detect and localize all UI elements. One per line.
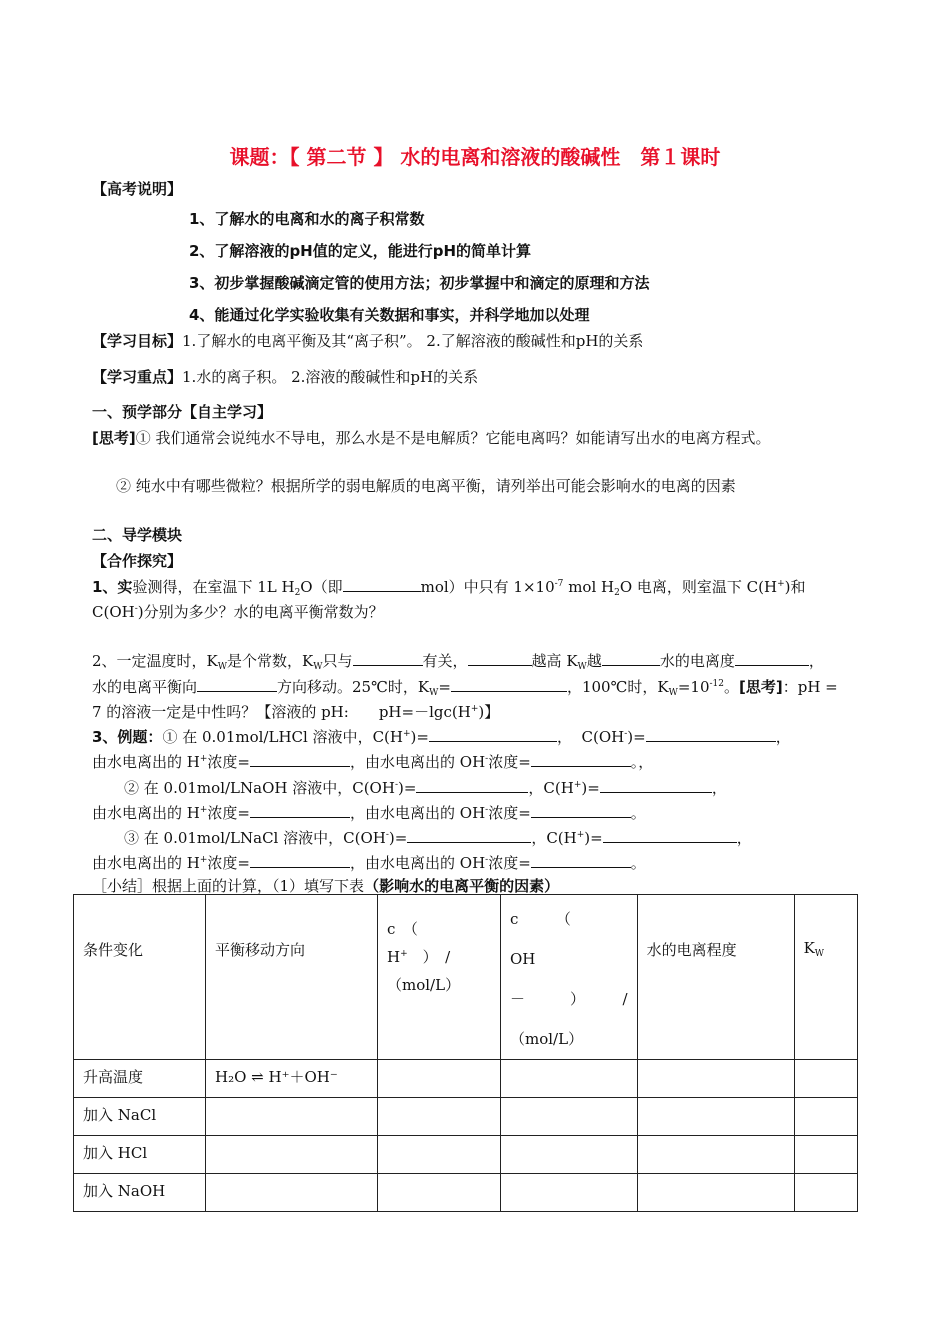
text: C(H [546, 829, 577, 847]
summary-label: ［小结］ [92, 877, 153, 895]
blank-field[interactable] [735, 651, 809, 666]
blank-field[interactable] [603, 828, 737, 843]
gaokao-item-3: 3、初步掌握酸碱滴定管的使用方法；初步掌握中和滴定的原理和方法 [189, 274, 650, 292]
text: 。 [723, 678, 739, 696]
superscript: - [385, 830, 389, 840]
think-question-2: ② 纯水中有哪些微粒？根据所学的弱电解质的电离平衡，请列举出可能会影响水的电离的因素 [116, 477, 736, 495]
blank-field[interactable] [468, 651, 532, 666]
table-cell[interactable] [378, 1174, 501, 1212]
subscript: W [577, 662, 587, 672]
text: ） / [407, 948, 451, 966]
header-c-h [378, 895, 501, 1060]
table-cell[interactable] [794, 1136, 857, 1174]
focus-text: 1.水的离子积。 2.溶液的酸碱性和pH的关系 [182, 368, 479, 386]
text: ，100℃时，K [566, 678, 669, 696]
text: mol）中只有 1×10 [420, 578, 555, 596]
learning-focus [92, 366, 478, 387]
table-cell[interactable] [637, 1174, 794, 1212]
superscript: - [485, 754, 489, 764]
table-row [74, 1098, 858, 1136]
text: 。 [630, 804, 646, 822]
table-row [74, 1174, 858, 1212]
text: C(OH [581, 728, 625, 746]
blank-field[interactable] [451, 677, 567, 692]
blank-field[interactable] [531, 752, 631, 767]
superscript: + [199, 754, 208, 764]
table-cell[interactable] [378, 1098, 501, 1136]
text: ， [349, 753, 365, 771]
text: ， [556, 728, 572, 746]
text: )分别为多少？水的电离平衡常数为？ [137, 603, 384, 621]
section2-heading: 二、导学模块 [92, 526, 183, 544]
blank-field[interactable] [353, 651, 423, 666]
row-condition: 加入 NaCl [74, 1098, 206, 1136]
header-c-oh [501, 895, 638, 1060]
exploration-1-line1 [92, 576, 805, 597]
text: c （ OH [510, 910, 616, 968]
text: 只与 [322, 652, 353, 670]
table-cell[interactable] [206, 1174, 378, 1212]
subscript: 2 [294, 588, 301, 598]
table-cell[interactable] [794, 1060, 857, 1098]
header-c-h-line1 [387, 915, 491, 971]
header-condition: 条件变化 [74, 895, 206, 1060]
text: )= [388, 829, 408, 847]
text: )和 [784, 578, 806, 596]
row-condition: 加入 NaOH [74, 1174, 206, 1212]
superscript: + [199, 855, 208, 865]
text: )= [627, 728, 646, 746]
example-2-line2 [92, 802, 646, 823]
table-cell[interactable] [206, 1098, 378, 1136]
blank-field[interactable] [197, 677, 277, 692]
text: O 电离，则室温下 C(H [619, 578, 778, 596]
blank-field[interactable] [343, 577, 421, 592]
text: 。， [630, 753, 654, 771]
text: )】 [478, 703, 500, 721]
text: ， [775, 728, 791, 746]
text: )= [397, 779, 417, 797]
text: 浓度= [488, 753, 531, 771]
text: 浓度= [207, 753, 250, 771]
subscript: 2 [614, 588, 620, 598]
table-cell[interactable] [637, 1060, 794, 1098]
superscript: + [576, 830, 585, 840]
text: 验测得，在室温下 1L H [132, 578, 295, 596]
header-direction: 平衡移动方向 [206, 895, 378, 1060]
text: 越 [586, 652, 602, 670]
text: = [438, 678, 451, 696]
table-row [74, 1060, 858, 1098]
focus-label: 【学习重点】 [92, 368, 183, 386]
table-cell[interactable] [794, 1098, 857, 1136]
blank-field[interactable] [531, 803, 631, 818]
text: ， [349, 804, 365, 822]
superscript: - [394, 780, 398, 790]
blank-field[interactable] [429, 727, 557, 742]
think-label: [思考] [92, 429, 136, 447]
learning-goals [92, 330, 643, 351]
exploration-2-line2 [92, 676, 838, 697]
superscript: -12 [709, 679, 724, 689]
text: ， [528, 779, 544, 797]
item-number: 1、实 [92, 578, 133, 596]
subscript: W [429, 688, 439, 698]
table-cell[interactable] [501, 1060, 638, 1098]
text: （mol/L） [510, 1030, 584, 1048]
example-1-line2 [92, 751, 653, 772]
superscript: + [777, 579, 785, 589]
text: 浓度= [207, 854, 250, 872]
text: 浓度= [488, 804, 531, 822]
summary-bold: （影响水的电离平衡的因素） [364, 877, 560, 895]
text: K [803, 939, 815, 957]
blank-field[interactable] [531, 853, 631, 868]
exploration-1-line2 [92, 601, 384, 622]
goals-label: 【学习目标】 [92, 332, 183, 350]
gaokao-item-1: 1、了解水的电离和水的离子积常数 [189, 210, 425, 228]
text: ① 在 0.01mol/LHCl 溶液中，C(H [162, 728, 403, 746]
header-kw [794, 895, 857, 1060]
superscript: - [134, 604, 138, 614]
text: C(H [543, 779, 574, 797]
blank-field[interactable] [416, 778, 528, 793]
superscript: + [400, 949, 408, 959]
table-cell[interactable] [637, 1136, 794, 1174]
text: 由水电离出的 H [92, 804, 200, 822]
header-degree: 水的电离程度 [637, 895, 794, 1060]
text: mol H [563, 578, 615, 596]
text: ， [711, 779, 727, 797]
text: 由水电离出的 H [92, 854, 200, 872]
superscript: - [485, 855, 489, 865]
blank-field[interactable] [250, 853, 350, 868]
text: ， [808, 652, 824, 670]
example-3-line2 [92, 852, 646, 873]
blank-field[interactable] [646, 727, 776, 742]
cooperative-heading: 【合作探究】 [92, 552, 183, 570]
page-title: 课题：【 第二节 】 水的电离和溶液的酸碱性 第１课时 [229, 145, 721, 169]
example-3-line1 [124, 827, 752, 848]
gaokao-heading: 【高考说明】 [92, 180, 183, 198]
table-row [74, 1136, 858, 1174]
table-cell[interactable] [637, 1098, 794, 1136]
table-cell[interactable] [378, 1060, 501, 1098]
text: )= [581, 779, 600, 797]
think-label: [思考] [739, 678, 783, 696]
text: c （ H [387, 920, 433, 966]
row-condition: 加入 HCl [74, 1136, 206, 1174]
table-header-row [74, 895, 858, 1060]
blank-field[interactable] [600, 778, 712, 793]
text: ， [531, 829, 547, 847]
subscript: W [668, 688, 678, 698]
gaokao-item-2: 2、了解溶液的pH值的定义，能进行pH的简单计算 [189, 242, 532, 260]
blank-field[interactable] [250, 752, 350, 767]
gaokao-item-4: 4、能通过化学实验收集有关数据和事实，并科学地加以处理 [189, 306, 590, 324]
text: 水的电离平衡向 [92, 678, 198, 696]
exploration-2-line3 [92, 701, 499, 722]
summary-line [92, 875, 559, 896]
text: ：pH = [782, 678, 838, 696]
blank-field[interactable] [250, 803, 350, 818]
text: C(OH [343, 829, 386, 847]
text: 2、一定温度时，K [92, 652, 218, 670]
example-label: 3、例题： [92, 728, 163, 746]
table-cell[interactable] [501, 1174, 638, 1212]
text: ② 在 0.01mol/LNaOH 溶液中，C(OH [124, 779, 395, 797]
text: =10 [677, 678, 710, 696]
text: 是个常数，K [227, 652, 314, 670]
text: 浓度= [488, 854, 531, 872]
row-direction: H₂O ⇌ H⁺＋OH⁻ [206, 1060, 378, 1098]
superscript: + [573, 780, 582, 790]
think-question-1 [92, 427, 771, 448]
question-1-text: ① 我们通常会说纯水不导电，那么水是不是电解质？它能电离吗？如能请写出水的电离方程式。 [135, 429, 771, 447]
example-2-line1 [124, 777, 727, 798]
table-cell[interactable] [378, 1136, 501, 1174]
row-condition: 升高温度 [74, 1060, 206, 1098]
table-cell[interactable] [501, 1136, 638, 1174]
factors-table [73, 894, 858, 1212]
section1-heading: 一、预学部分【自主学习】 [92, 403, 273, 421]
goals-text: 1.了解水的电离平衡及其“离子积”。 2.了解溶液的酸碱性和pH的关系 [182, 332, 644, 350]
superscript: -7 [554, 579, 564, 589]
text: 方向移动。25℃时，K [277, 678, 430, 696]
text: 由水电离出的 OH [365, 804, 486, 822]
text: 。 [630, 854, 646, 872]
subscript: W [814, 949, 825, 959]
superscript: + [402, 729, 411, 739]
table-cell[interactable] [794, 1174, 857, 1212]
text: ， [736, 829, 752, 847]
header-c-h-unit: （mol/L） [387, 976, 461, 994]
subscript: W [313, 662, 323, 672]
text: )= [584, 829, 603, 847]
text: 有关， [422, 652, 468, 670]
subscript: W [217, 662, 228, 672]
blank-field[interactable] [407, 828, 531, 843]
text: 由水电离出的 OH [365, 753, 486, 771]
text: ③ 在 0.01mol/LNaCl 溶液中， [124, 829, 344, 847]
summary-text: 根据上面的计算，（1）填写下表 [152, 877, 365, 895]
superscript: + [470, 704, 479, 714]
blank-field[interactable] [602, 651, 660, 666]
text: )= [410, 728, 429, 746]
text: O（即 [300, 578, 343, 596]
text: 由水电离出的 H [92, 753, 200, 771]
text: 水的电离度 [659, 652, 735, 670]
text: ， [349, 854, 365, 872]
text: － ） / [510, 990, 628, 1008]
table-cell[interactable] [206, 1136, 378, 1174]
text: 由水电离出的 OH [365, 854, 486, 872]
text: C(OH [92, 603, 135, 621]
superscript: + [199, 805, 208, 815]
text: 浓度= [207, 804, 250, 822]
example-1-line1 [92, 726, 791, 747]
superscript: - [624, 729, 628, 739]
text: 7 的溶液一定是中性吗？【溶液的 pH: pH=－lgc(H [92, 703, 471, 721]
exploration-2-line1 [92, 650, 824, 671]
text: 越高 K [531, 652, 578, 670]
table-cell[interactable] [501, 1098, 638, 1136]
superscript: - [485, 805, 489, 815]
